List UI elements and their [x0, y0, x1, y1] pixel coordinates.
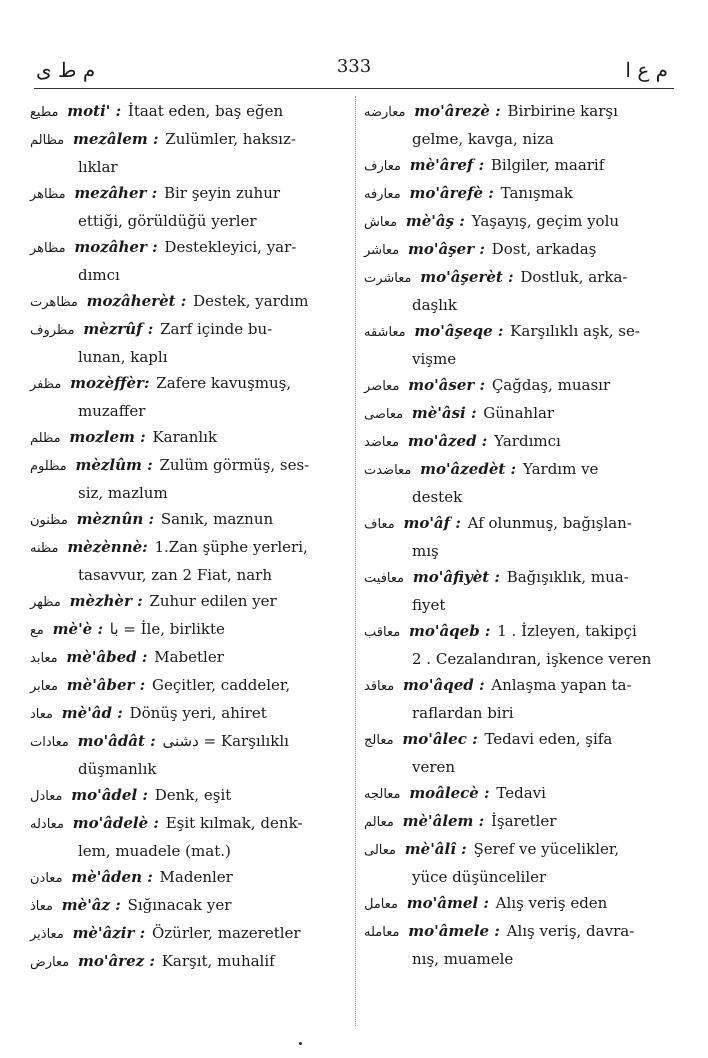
entry-headword: mo'âqed : — [403, 676, 485, 694]
dictionary-entry — [364, 456, 674, 510]
entry-headword: mo'âfiyèt : — [412, 568, 500, 586]
dictionary-entry — [364, 372, 674, 400]
entry-headword: mè'âş : — [405, 212, 465, 230]
entry-arabic-script: مظلوم — [30, 459, 67, 474]
entry-headword: mè'âden : — [71, 868, 153, 886]
entry-arabic-script: معادل — [30, 789, 63, 804]
entry-definition: Dost, arkadaş — [491, 240, 597, 258]
entry-arabic-script: مظاهر — [30, 241, 66, 256]
entry-headword: mè'âlî : — [404, 840, 467, 858]
entry-headword: mo'âlec : — [402, 730, 478, 748]
entry-definition: Denk, eşit — [154, 786, 232, 804]
dictionary-entry — [364, 890, 674, 918]
entry-continuation: muzaffer — [78, 402, 146, 420]
entry-definition: با = İle, birlikte — [109, 620, 225, 638]
entry-definition: Zulümler, haksız- — [165, 130, 296, 148]
dictionary-entry — [30, 288, 348, 316]
entry-definition: Zafere kavuşmuş, — [156, 374, 292, 392]
dictionary-entry — [30, 728, 348, 782]
dictionary-entry — [30, 588, 348, 616]
dictionary-entry — [30, 616, 348, 644]
dictionary-entry — [364, 236, 674, 264]
entry-headword: mo'âdel : — [71, 786, 148, 804]
entry-arabic-script: معاضد — [364, 435, 400, 450]
entry-first-line — [364, 564, 674, 592]
entry-headword: mo'ârezè : — [414, 102, 501, 120]
dictionary-entry — [30, 452, 348, 506]
entry-arabic-script: معاقب — [364, 625, 401, 640]
entry-arabic-script: معافيت — [364, 571, 405, 586]
entry-first-line — [364, 890, 674, 918]
dictionary-entry — [364, 98, 674, 152]
dictionary-entry — [30, 126, 348, 180]
entry-first-line — [364, 372, 674, 400]
entry-definition: Bağışıklık, mua- — [506, 568, 629, 586]
entry-first-line — [364, 726, 674, 754]
entry-first-line — [30, 588, 348, 616]
entry-arabic-script: معالج — [364, 733, 394, 748]
entry-headword: mozâher : — [74, 238, 158, 256]
entry-first-line — [30, 126, 348, 154]
entry-definition: Bir şeyin zuhur — [163, 184, 281, 202]
entry-definition: Af olunmuş, bağışlan- — [467, 514, 632, 532]
entry-definition: دشنى = Karşılıklı — [162, 732, 289, 750]
entry-first-line — [364, 808, 674, 836]
entry-first-line — [30, 234, 348, 262]
dictionary-entry — [30, 782, 348, 810]
dictionary-entry — [30, 644, 348, 672]
entry-continuation: gelme, kavga, niza — [412, 130, 554, 148]
dictionary-entry — [364, 180, 674, 208]
entry-arabic-script: معالجه — [364, 787, 401, 802]
entry-first-line — [30, 98, 348, 126]
entry-first-line — [30, 424, 348, 452]
entry-definition: Özürler, mazeretler — [151, 924, 301, 942]
entry-definition: Geçitler, caddeler, — [151, 676, 291, 694]
entry-first-line — [30, 728, 348, 756]
entry-definition: Dönüş yeri, ahiret — [129, 704, 267, 722]
entry-first-line — [30, 864, 348, 892]
entry-arabic-script: مظهر — [30, 595, 61, 610]
entry-definition: Mabetler — [154, 648, 224, 666]
entry-definition: Zulüm görmüş, ses- — [159, 456, 310, 474]
entry-first-line — [364, 780, 674, 808]
entry-arabic-script: مظنه — [30, 541, 59, 556]
entry-first-line — [30, 810, 348, 838]
entry-headword: mè'è : — [52, 620, 103, 638]
entry-headword: mèzrûf : — [83, 320, 154, 338]
entry-first-line — [364, 318, 674, 346]
entry-definition: İşaretler — [490, 812, 557, 830]
entry-arabic-script: مظلم — [30, 431, 61, 446]
dictionary-entry — [364, 564, 674, 618]
entry-continuation: dımcı — [78, 266, 120, 284]
dictionary-entry — [30, 892, 348, 920]
column-divider — [355, 96, 356, 1026]
dictionary-entry — [30, 920, 348, 948]
entry-definition: Dostluk, arka- — [520, 268, 628, 286]
entry-arabic-script: معاشرت — [364, 271, 412, 286]
dictionary-entry — [364, 836, 674, 890]
entry-continuation: siz, mazlum — [78, 484, 168, 502]
dictionary-entry — [364, 428, 674, 456]
dictionary-entry — [30, 424, 348, 452]
entry-first-line — [364, 918, 674, 946]
entry-arabic-script: معاصر — [364, 379, 400, 394]
left-column — [30, 98, 348, 976]
dictionary-entry — [364, 918, 674, 972]
dictionary-entry — [364, 208, 674, 236]
entry-first-line — [364, 836, 674, 864]
entry-headword: mo'ârez : — [77, 952, 155, 970]
entry-definition: Eşit kılmak, denk- — [165, 814, 303, 832]
entry-arabic-script: معاشر — [364, 243, 400, 258]
entry-headword: mo'âf : — [403, 514, 461, 532]
dictionary-entry — [30, 864, 348, 892]
entry-arabic-script: معاذ — [30, 899, 53, 914]
entry-headword: mè'âber : — [66, 676, 146, 694]
entry-definition: İtaat eden, baş eğen — [127, 102, 284, 120]
entry-definition: 1.Zan şüphe yerleri, — [154, 538, 308, 556]
entry-definition: Tedavi eden, şifa — [484, 730, 613, 748]
dictionary-entry — [30, 316, 348, 370]
page-number: 333 — [336, 56, 372, 77]
dictionary-entry — [364, 152, 674, 180]
dictionary-entry — [30, 534, 348, 588]
entry-headword: mèzènnè: — [67, 538, 148, 556]
entry-headword: mo'âser : — [408, 376, 486, 394]
entry-headword: mè'âz : — [61, 896, 121, 914]
entry-continuation: tasavvur, zan 2 Fiat, narh — [78, 566, 273, 584]
dictionary-entry — [30, 234, 348, 288]
entry-arabic-script: معادله — [30, 817, 64, 832]
entry-first-line — [30, 370, 348, 398]
entry-arabic-script: معادات — [30, 735, 69, 750]
entry-arabic-script: معاد — [30, 707, 53, 722]
entry-definition: Sanık, maznun — [160, 510, 274, 528]
entry-first-line — [30, 948, 348, 976]
dictionary-entry — [364, 726, 674, 780]
dictionary-entry — [30, 948, 348, 976]
entry-arabic-script: معابر — [30, 679, 58, 694]
entry-headword: mèzhèr : — [69, 592, 143, 610]
entry-arabic-script: معالى — [364, 843, 396, 858]
entry-continuation: 2 . Cezalandıran, işkence veren — [412, 650, 652, 668]
dictionary-entry — [364, 264, 674, 318]
dictionary-entry — [30, 180, 348, 234]
entry-first-line — [364, 456, 674, 484]
entry-arabic-script: معادن — [30, 871, 63, 886]
entry-definition: Tanışmak — [500, 184, 573, 202]
entry-continuation: daşlık — [412, 296, 457, 314]
dictionary-entry — [30, 672, 348, 700]
entry-definition: Şeref ve yücelikler, — [473, 840, 620, 858]
entry-arabic-script: معاشقه — [364, 325, 406, 340]
entry-arabic-script: معارفه — [364, 187, 401, 202]
entry-first-line — [364, 400, 674, 428]
entry-arabic-script: معاقد — [364, 679, 395, 694]
entry-continuation: vişme — [412, 350, 457, 368]
entry-headword: mo'âdelè : — [72, 814, 159, 832]
dictionary-entry — [364, 510, 674, 564]
entry-headword: mo'âşerèt : — [420, 268, 514, 286]
entry-arabic-script: معارف — [364, 159, 401, 174]
entry-first-line — [30, 644, 348, 672]
entry-first-line — [30, 316, 348, 344]
header-right-letters: م ع ا — [625, 58, 668, 82]
entry-definition: Destek, yardım — [193, 292, 309, 310]
entry-first-line — [364, 428, 674, 456]
entry-headword: mo'âşer : — [408, 240, 485, 258]
entry-definition: Anlaşma yapan ta- — [491, 676, 632, 694]
entry-headword: mo'âdât : — [77, 732, 156, 750]
entry-first-line — [30, 452, 348, 480]
dictionary-entry — [364, 808, 674, 836]
entry-definition: Sığınacak yer — [127, 896, 232, 914]
footer-mark — [299, 1042, 302, 1045]
entry-definition: Zuhur edilen yer — [149, 592, 277, 610]
entry-headword: mo'âzedèt : — [420, 460, 517, 478]
entry-definition: Madenler — [159, 868, 233, 886]
entry-headword: mezâlem : — [72, 130, 159, 148]
entry-continuation: destek — [412, 488, 463, 506]
dictionary-entry — [364, 780, 674, 808]
entry-first-line — [30, 782, 348, 810]
entry-first-line — [30, 506, 348, 534]
entry-first-line — [30, 616, 348, 644]
entry-headword: mè'âzir : — [72, 924, 146, 942]
entry-definition: Günahlar — [483, 404, 555, 422]
entry-headword: mo'âmele : — [408, 922, 500, 940]
entry-headword: mo'âşeqe : — [414, 322, 504, 340]
entry-first-line — [30, 920, 348, 948]
entry-definition: Birbirine karşı — [507, 102, 618, 120]
entry-arabic-script: معاش — [364, 215, 398, 230]
entry-arabic-script: مظاهرت — [30, 295, 78, 310]
entry-headword: mèzlûm : — [75, 456, 153, 474]
entry-arabic-script: معابد — [30, 651, 58, 666]
entry-first-line — [364, 264, 674, 292]
right-column — [364, 98, 674, 972]
entry-arabic-script: مع — [30, 623, 44, 638]
entry-arabic-script: معارض — [30, 955, 70, 970]
entry-continuation: nış, muamele — [412, 950, 514, 968]
entry-headword: mo'âzed : — [407, 432, 488, 450]
entry-headword: mè'âbed : — [66, 648, 148, 666]
entry-first-line — [30, 288, 348, 316]
dictionary-entry — [364, 618, 674, 672]
entry-headword: mèznûn : — [76, 510, 155, 528]
entry-arabic-script: معاف — [364, 517, 395, 532]
entry-first-line — [364, 236, 674, 264]
entry-definition: Çağdaş, muasır — [491, 376, 611, 394]
entry-continuation: yüce düşünceliler — [412, 868, 547, 886]
entry-first-line — [364, 180, 674, 208]
entry-first-line — [30, 700, 348, 728]
entry-headword: mozlem : — [69, 428, 146, 446]
entry-headword: moâlecè : — [409, 784, 490, 802]
entry-arabic-script: معالم — [364, 815, 394, 830]
entry-definition: Tedavi — [496, 784, 546, 802]
entry-first-line — [30, 892, 348, 920]
entry-definition: Karşılıklı aşk, se- — [510, 322, 640, 340]
dictionary-entry — [30, 98, 348, 126]
entry-headword: mo'âqeb : — [408, 622, 491, 640]
entry-definition: Yardımcı — [494, 432, 561, 450]
entry-arabic-script: معامل — [364, 897, 399, 912]
entry-first-line — [30, 180, 348, 208]
entry-headword: mè'âd : — [61, 704, 123, 722]
entry-continuation: fiyet — [412, 596, 446, 614]
entry-arabic-script: معامله — [364, 925, 400, 940]
entry-continuation: raflardan biri — [412, 704, 514, 722]
entry-arabic-script: مظاهر — [30, 187, 66, 202]
entry-headword: moti' : — [67, 102, 122, 120]
entry-definition: Yardım ve — [522, 460, 599, 478]
dictionary-entry — [30, 370, 348, 424]
entry-continuation: lunan, kaplı — [78, 348, 168, 366]
entry-arabic-script: مظنون — [30, 513, 68, 528]
dictionary-entry — [364, 400, 674, 428]
entry-definition: Zarf içinde bu- — [160, 320, 273, 338]
header-left-letters: م ط ى — [36, 58, 96, 82]
entry-arabic-script: معاضدت — [364, 463, 412, 478]
entry-definition: Alış veriş eden — [495, 894, 608, 912]
entry-definition: Alış veriş, davra- — [506, 922, 635, 940]
entry-arabic-script: معاذير — [30, 927, 64, 942]
entry-continuation: veren — [412, 758, 456, 776]
entry-first-line — [364, 510, 674, 538]
entry-definition: 1 . İzleyen, takipçi — [497, 622, 637, 640]
entry-first-line — [364, 208, 674, 236]
entry-first-line — [364, 672, 674, 700]
entry-first-line — [30, 534, 348, 562]
entry-continuation: lıklar — [78, 158, 118, 176]
entry-definition: Yaşayış, geçim yolu — [471, 212, 620, 230]
entry-headword: mozâherèt : — [86, 292, 187, 310]
entry-headword: mè'âlem : — [402, 812, 485, 830]
entry-arabic-script: مطيع — [30, 105, 59, 120]
entry-definition: Karşıt, muhalif — [161, 952, 275, 970]
entry-headword: mo'ârefè : — [409, 184, 494, 202]
page-header — [30, 56, 678, 86]
entry-headword: mozèffèr: — [70, 374, 150, 392]
entry-headword: mo'âmel : — [406, 894, 489, 912]
entry-continuation: mış — [412, 542, 439, 560]
entry-arabic-script: مظروف — [30, 323, 75, 338]
dictionary-entry — [364, 672, 674, 726]
entry-continuation: ettiği, görüldüğü yerler — [78, 212, 257, 230]
entry-arabic-script: مظفر — [30, 377, 62, 392]
entry-arabic-script: مظالم — [30, 133, 65, 148]
entry-definition: Bilgiler, maarif — [490, 156, 605, 174]
entry-first-line — [364, 618, 674, 646]
entry-first-line — [30, 672, 348, 700]
entry-headword: mè'âref : — [409, 156, 485, 174]
entry-continuation: düşmanlık — [78, 760, 157, 778]
entry-headword: mezâher : — [74, 184, 158, 202]
entry-first-line — [364, 98, 674, 126]
dictionary-entry — [364, 318, 674, 372]
entry-definition: Destekleyici, yar- — [164, 238, 297, 256]
entry-continuation: lem, muadele (mat.) — [78, 842, 231, 860]
entry-headword: mè'âsi : — [411, 404, 477, 422]
dictionary-entry — [30, 506, 348, 534]
entry-first-line — [364, 152, 674, 180]
header-rule — [34, 88, 674, 89]
entry-arabic-script: معاصى — [364, 407, 404, 422]
dictionary-entry — [30, 700, 348, 728]
entry-definition: Karanlık — [152, 428, 218, 446]
entry-arabic-script: معارضه — [364, 105, 406, 120]
dictionary-entry — [30, 810, 348, 864]
